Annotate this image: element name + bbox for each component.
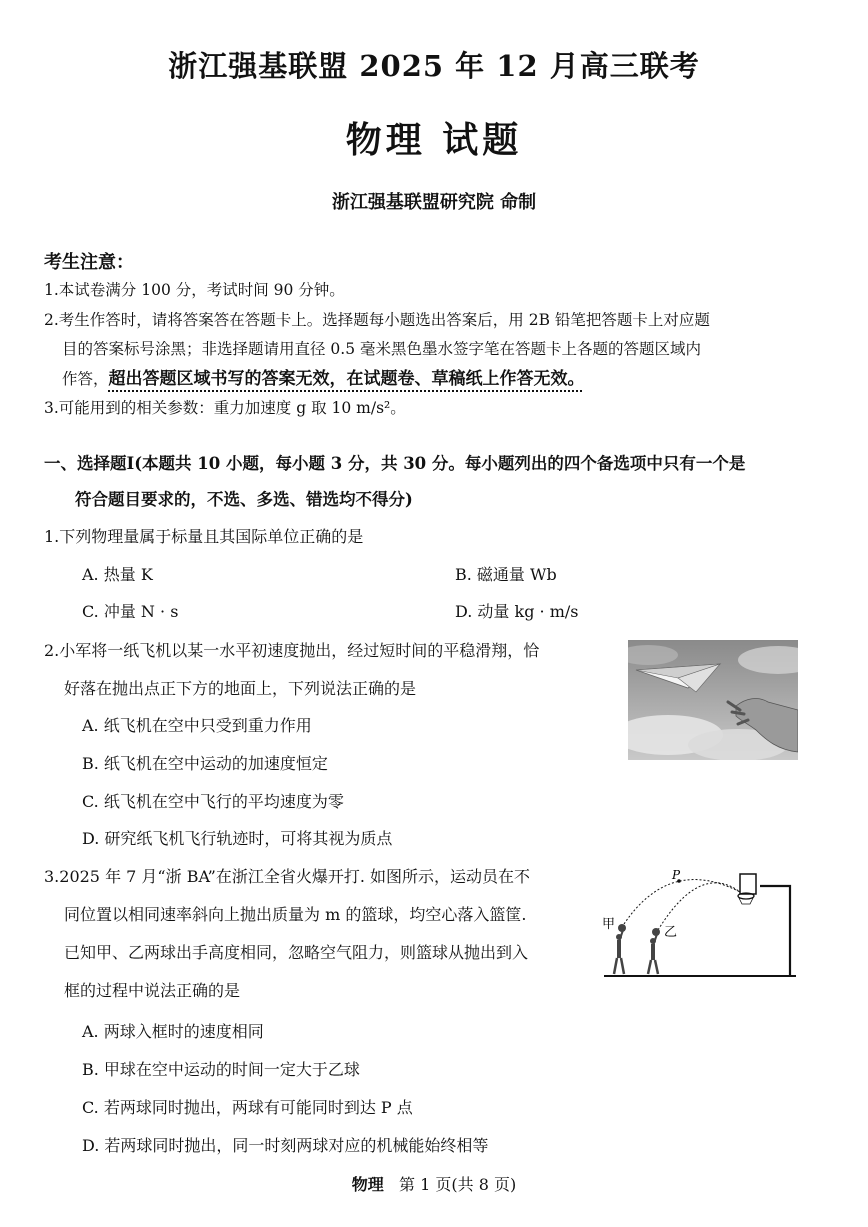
q2-option-d: D. 研究纸飞机飞行轨迹时，可将其视为质点 [82, 829, 393, 848]
hoop-stand [760, 886, 790, 976]
q1-option-a: A. 热量 K [82, 565, 153, 584]
subject-title: 物理 试题 [345, 119, 523, 161]
exam-title: 浙江强基联盟 2025 年 12 月高三联考 [168, 49, 700, 83]
question-3-stem-cont1: 同位置以相同速率斜向上抛出质量为 m 的篮球，均空心落入篮筐. [64, 905, 527, 924]
notice-item-2: 2.考生作答时，请将答案答在答题卡上。选择题每小题选出答案后，用 2B 铅笔把答题卡上对应题 [44, 311, 710, 329]
q3-option-d: D. 若两球同时抛出，同一时刻两球对应的机械能始终相等 [82, 1136, 489, 1155]
section-heading: 一、选择题Ⅰ(本题共 10 小题，每小题 3 分，共 30 分。每小题列出的四个备选项中只有一个是 [44, 454, 746, 473]
question-3-stem: 3.2025 年 7 月“浙 BA”在浙江全省火爆开打. 如图所示，运动员在不 [44, 867, 531, 886]
paper-plane-photo [628, 640, 798, 760]
footer-page-number: 第 1 页(共 8 页) [399, 1175, 517, 1194]
notice-item-2-tail: 作答， [62, 370, 109, 388]
trajectory-jia [624, 880, 740, 924]
player-jia-label: 甲 [602, 917, 616, 932]
question-3-stem-cont3: 框的过程中说法正确的是 [64, 981, 241, 1000]
q2-option-b: B. 纸飞机在空中运动的加速度恒定 [82, 754, 328, 773]
q1-option-c: C. 冲量 N · s [82, 602, 179, 621]
notice-item-2-cont: 目的答案标号涂黑；非选择题请用直径 0.5 毫米黑色墨水签字笔在答题卡上各题的答题区域内 [62, 340, 702, 358]
notice-item-3: 3.可能用到的相关参数：重力加速度 g 取 10 m/s²。 [44, 399, 406, 417]
question-1-stem: 1.下列物理量属于标量且其国际单位正确的是 [44, 527, 364, 546]
q3-option-c: C. 若两球同时抛出，两球有可能同时到达 P 点 [82, 1098, 413, 1117]
author-line: 浙江强基联盟研究院 命制 [331, 192, 537, 213]
point-p-label: P [672, 868, 681, 882]
page-footer [0, 1172, 868, 1195]
q1-option-d: D. 动量 kg · m/s [455, 602, 579, 621]
notice-item-2-end [62, 364, 585, 389]
player-yi-icon [648, 928, 660, 974]
basketball-diagram [600, 862, 800, 982]
notice-heading: 考生注意： [44, 252, 134, 273]
q2-option-c: C. 纸飞机在空中飞行的平均速度为零 [82, 792, 344, 811]
q2-option-a: A. 纸飞机在空中只受到重力作用 [82, 716, 312, 735]
backboard [740, 874, 756, 894]
trajectory-yi [658, 883, 740, 930]
player-yi-label: 乙 [664, 925, 678, 940]
q3-option-a: A. 两球入框时的速度相同 [82, 1022, 264, 1041]
q3-option-b: B. 甲球在空中运动的时间一定大于乙球 [82, 1060, 360, 1079]
question-2-stem: 2.小军将一纸飞机以某一水平初速度抛出，经过短时间的平稳滑翔，恰 [44, 641, 540, 660]
question-2-stem-cont: 好落在抛出点正下方的地面上，下列说法正确的是 [64, 679, 417, 698]
notice-emphasis: 超出答题区域书写的答案无效，在试题卷、草稿纸上作答无效。 [108, 369, 585, 389]
notice-item-1: 1.本试卷满分 100 分，考试时间 90 分钟。 [44, 281, 345, 299]
player-jia-icon [614, 924, 626, 974]
question-3-stem-cont2: 已知甲、乙两球出手高度相同，忽略空气阻力，则篮球从抛出到入 [64, 943, 529, 962]
hoop-net [738, 896, 754, 904]
q1-option-b: B. 磁通量 Wb [455, 565, 557, 584]
footer-subject: 物理 [351, 1175, 384, 1194]
section-heading-cont: 符合题目要求的，不选、多选、错选均不得分) [75, 490, 413, 509]
